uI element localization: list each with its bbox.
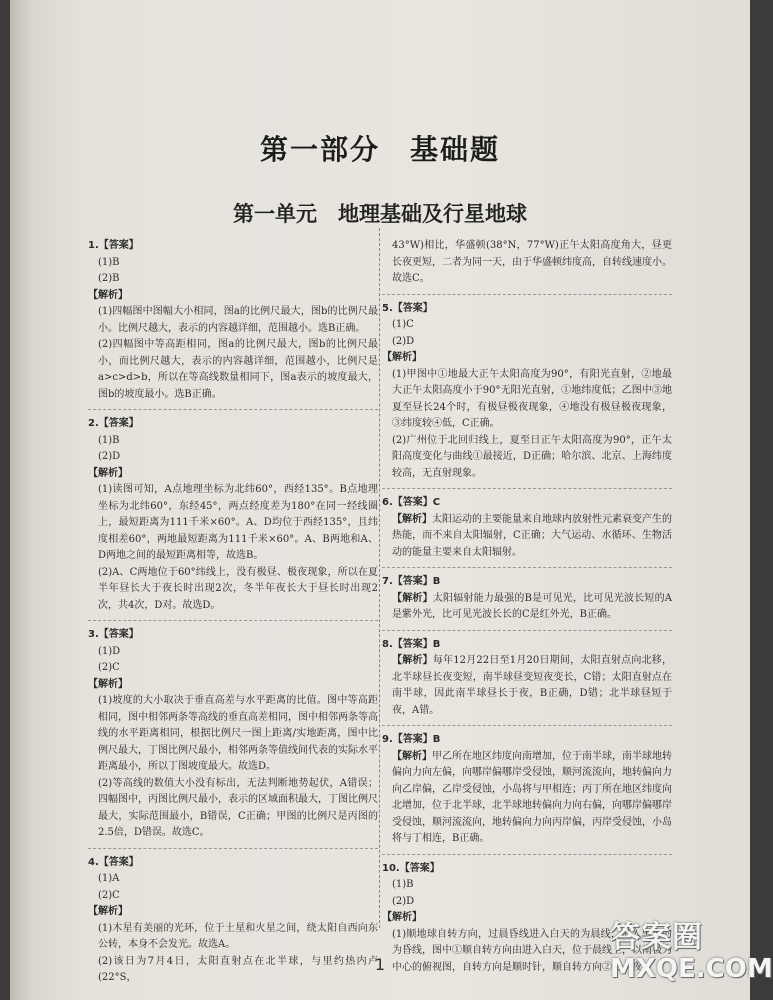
question-3-analysis-2: (2)等高线的数值大小没有标出，无法判断地势起伏，A错误；四幅图中，丙图比例尺最小，表示的区域面积最大，丁图比例尺最大，实际范围最小，B错误，C正确；甲图的比例尺是丙图的2.5倍，D错误。故选C。 — [98, 777, 378, 838]
watermark-logo — [610, 912, 773, 1000]
page-number: 1 — [374, 955, 386, 974]
question-2-answer-heading: 2.【答案】 — [88, 418, 139, 429]
question-2 — [88, 416, 378, 614]
question-3-answer-heading: 3.【答案】 — [88, 629, 139, 640]
question-8 — [382, 637, 672, 720]
watermark-text-cn: 答案圈 — [610, 920, 703, 955]
separator — [88, 620, 378, 621]
question-10-analysis-tag: 【解析】 — [382, 912, 422, 923]
question-4-answer-heading: 4.【答案】 — [88, 856, 139, 868]
question-4-analysis-2: (2)该日为7月4日，太阳直射点在北半球，与里约热内卢(22°S， — [98, 955, 378, 983]
watermark-text-en: MXQE.COM — [610, 954, 773, 984]
question-4-analysis-tag: 【解析】 — [88, 906, 128, 917]
right-column — [382, 238, 672, 982]
question-5-analysis-1: (1)甲图中①地最大正午太阳高度为90°，有阳光直射，②地最大正午太阳高度小于90°无阳光直射，①地纬度低；乙图中③地夏至昼长24个时，有极昼极夜现象，④地没有极昼极夜现象，③纬度较④低，C正确。 — [392, 368, 672, 429]
question-7-analysis: 太阳辐射能力最强的B是可见光，比可见光波长短的A是紫外光，比可见光波长长的C是红外光，B正确。 — [392, 592, 673, 620]
question-3 — [88, 627, 378, 842]
question-2-answer-2: (2)D — [98, 451, 121, 462]
question-3-answer-2: (2)C — [98, 662, 120, 673]
question-4-answer-2: (2)C — [98, 889, 120, 901]
question-8-analysis: 每年12月22日至1月20日期间，太阳直射点向北移，北半球昼长夜变短，南半球昼变短夜变长，C错；太阳直射点在南半球，因此南半球昼长于夜，B正确，D错；北半球昼短于夜，A错。 — [392, 655, 672, 716]
question-9 — [382, 732, 672, 848]
question-9-analysis: 甲乙所在地区纬度向南增加，位于南半球，南半球地转偏向力向左偏，向哪岸偏哪岸受侵蚀，顺河流流向，地转偏向力向乙岸偏，乙岸受侵蚀，小岛将与甲相连；丙丁所在地区纬度向北增加，位于北半球，北半球地转偏向力向右偏，向哪岸偏哪岸受侵蚀，顺河流流向，地转偏向力向丙岸偏，丙岸受侵蚀，小岛将与丁相连，B正确。 — [392, 750, 672, 844]
book-page — [10, 0, 773, 1000]
question-1-analysis-2: (2)四幅图中等高距相同，图a的比例尺最大，图b的比例尺最小，而比例尺越大，表示的内容越详细，范围越小，比例尺是a>c>d>b，所以在等高线数量相同下，图a表示的坡度最大，图b的坡度最小。选B正确。 — [98, 339, 378, 400]
question-10-analysis-1: (1)顺地球自转方向，过晨昏线进入白天的为晨线，进入黑夜的为昏线，图中①顺自转方向由进入白天，位于晨线上，以南极为中心的俯视图，自转方向是顺时针，顺自转方向②进入夜 — [392, 928, 672, 973]
question-5-answer-2: (2)D — [392, 335, 415, 347]
question-3-analysis-1: (1)坡度的大小取决于垂直高差与水平距离的比值。图中等高距相同，图中相邻两条等高线的垂直高差相同，图中相邻两条等高线的水平距离相同，根据比例尺一图上距离/实地距离，图中比例尺最大，丁图比例尺最小，相邻两条等值线间代表的实际水平距离最小，所以丁图坡度最大。故选D。 — [98, 695, 378, 772]
separator — [382, 725, 672, 726]
column-divider — [379, 228, 380, 928]
question-5-analysis-2: (2)广州位于北回归线上，夏至日正午太阳高度为90°，正午太阳高度变化与曲线①最接近，D正确；哈尔滨、北京、上海纬度较高，无直射现象。 — [392, 434, 672, 479]
question-9-analysis-tag: 【解析】 — [392, 750, 432, 762]
separator — [382, 567, 672, 568]
question-2-analysis-2: (2)A、C两地位于60°纬线上，没有极昼、极夜现象，所以在夏半年昼长大于夜长时出现2次，冬半年夜长大于昼长时出现2次，共4次，D对。故选D。 — [98, 566, 378, 611]
question-5-answer-1: (1)C — [392, 319, 414, 330]
question-5-answer-heading: 5.【答案】 — [382, 302, 433, 314]
question-9-answer: 9.【答案】B — [382, 734, 441, 745]
question-6-answer: 6.【答案】C — [382, 497, 441, 508]
question-7-analysis-tag: 【解析】 — [392, 592, 433, 604]
question-3-analysis-tag: 【解析】 — [88, 678, 128, 690]
question-4-answer-1: (1)A — [98, 873, 120, 884]
question-10-answer-1: (1)B — [392, 879, 414, 890]
question-4-analysis-1: (1)木星有美丽的光环，位于土星和火星之间，绕太阳自西向东公转，本身不会发光。故选A。 — [98, 922, 378, 950]
question-2-analysis-tag: 【解析】 — [88, 467, 128, 479]
separator — [88, 409, 378, 410]
question-1-answer-2: (2)B — [98, 273, 120, 284]
question-8-answer: 8.【答案】B — [382, 638, 441, 650]
question-1-answer-heading: 1.【答案】 — [88, 240, 139, 251]
question-2-answer-1: (1)B — [98, 434, 120, 446]
question-3-answer-1: (1)D — [98, 645, 121, 657]
question-4-analysis-continued: 43°W)相比，华盛顿(38°N，77°W)正午太阳高度角大，昼更长夜更短，二者为同一天，由于华盛顿纬度高，自转线速度小。故选C。 — [392, 240, 672, 284]
question-5 — [382, 301, 672, 483]
left-column — [88, 238, 378, 993]
question-1-answer-1: (1)B — [98, 256, 120, 268]
question-2-analysis-1: (1)读图可知，A点地理坐标为北纬60°，西经135°。B点地理坐标为北纬60°，东经45°，两点经度差为180°在同一经线圈上，最短距离为111千米×60°。A、D均位于西经135°，且纬度相差60°，两地最短距离为111千米×60°。A、B两地和A、D两地之间的最短距离相等，故选B。 — [98, 484, 378, 561]
question-4-continued — [382, 238, 672, 288]
question-6-analysis: 太阳运动的主要能量来自地球内放射性元素衰变产生的热能，而不来自太阳辐射，C正确；大气运动、水循环、生物活动的能量主要来自太阳辐射。 — [392, 513, 672, 558]
question-1-analysis-tag: 【解析】 — [88, 289, 128, 301]
separator — [88, 848, 378, 849]
part-title: 第一部分 基础题 — [259, 133, 500, 166]
unit-title: 第一单元 地理基础及行星地球 — [233, 202, 527, 226]
question-6 — [382, 495, 672, 561]
question-1-analysis-1: (1)四幅图中图幅大小相同，图a的比例尺最大，图b的比例尺最小。比例尺越大，表示的内容越详细，范围越小。选B正确。 — [98, 306, 378, 334]
question-5-analysis-tag: 【解析】 — [382, 352, 422, 363]
question-7-answer: 7.【答案】B — [382, 576, 441, 587]
question-1 — [88, 238, 378, 403]
question-6-analysis-tag: 【解析】 — [392, 513, 432, 525]
question-10-answer-heading: 10.【答案】 — [382, 862, 440, 874]
question-10-answer-2: (2)D — [392, 895, 415, 907]
separator — [382, 854, 672, 855]
separator — [382, 294, 672, 295]
question-7 — [382, 574, 672, 624]
question-8-analysis-tag: 【解析】 — [392, 655, 433, 666]
separator — [382, 488, 672, 489]
separator — [382, 630, 672, 631]
